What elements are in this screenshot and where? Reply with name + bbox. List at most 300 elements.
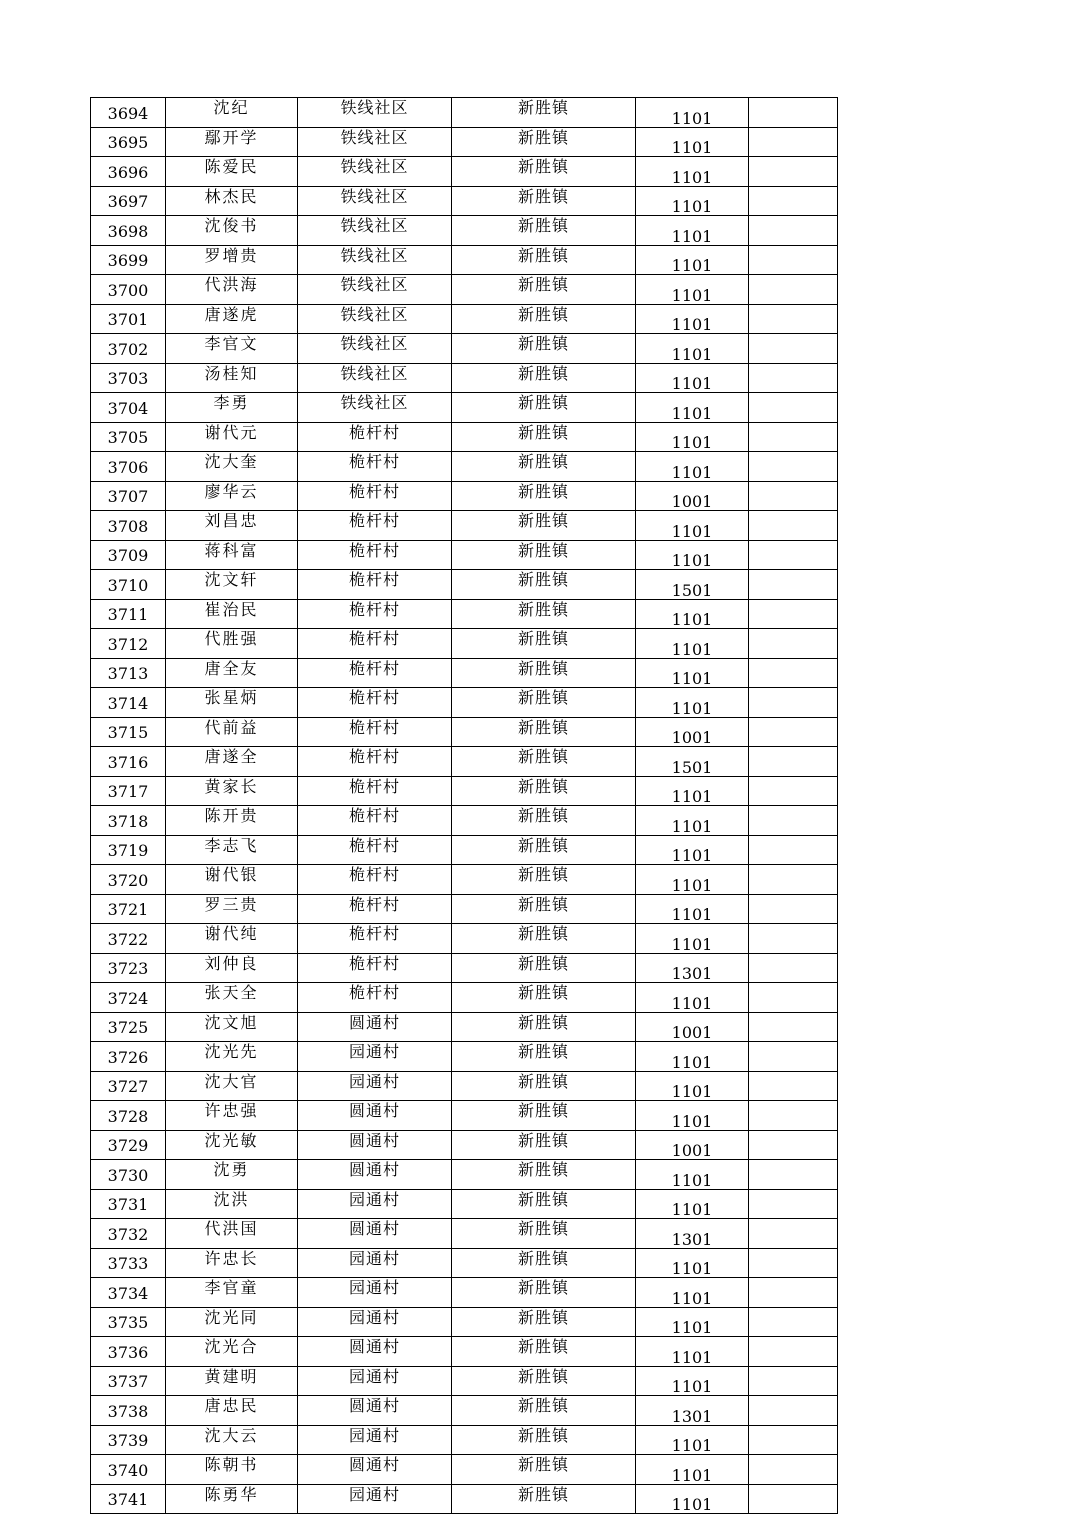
village-name: 桅杆村 xyxy=(298,422,452,452)
row-number: 3731 xyxy=(91,1189,166,1219)
category-code: 1501 xyxy=(636,747,749,777)
village-name: 铁线社区 xyxy=(298,245,452,275)
table-row xyxy=(91,127,838,157)
person-name: 林杰民 xyxy=(166,186,298,216)
table-row xyxy=(91,1189,838,1219)
town-name: 新胜镇 xyxy=(452,157,636,187)
village-name: 园通村 xyxy=(298,1042,452,1072)
note-cell xyxy=(749,806,838,836)
row-number: 3725 xyxy=(91,1012,166,1042)
note-cell xyxy=(749,1307,838,1337)
village-name: 桅杆村 xyxy=(298,924,452,954)
village-name: 铁线社区 xyxy=(298,157,452,187)
row-number: 3732 xyxy=(91,1219,166,1249)
table-row xyxy=(91,1248,838,1278)
town-name: 新胜镇 xyxy=(452,629,636,659)
table-row xyxy=(91,275,838,305)
category-code: 1101 xyxy=(636,776,749,806)
person-name: 沈大官 xyxy=(166,1071,298,1101)
category-code: 1101 xyxy=(636,1455,749,1485)
category-code: 1101 xyxy=(636,1160,749,1190)
table-row xyxy=(91,511,838,541)
village-name: 桅杆村 xyxy=(298,835,452,865)
note-cell xyxy=(749,599,838,629)
category-code: 1101 xyxy=(636,1484,749,1514)
person-name: 汤桂知 xyxy=(166,363,298,393)
category-code: 1001 xyxy=(636,1012,749,1042)
row-number: 3724 xyxy=(91,983,166,1013)
category-code: 1101 xyxy=(636,393,749,423)
category-code: 1001 xyxy=(636,1130,749,1160)
table-row xyxy=(91,334,838,364)
table-row xyxy=(91,924,838,954)
person-name: 罗增贵 xyxy=(166,245,298,275)
category-code: 1101 xyxy=(636,216,749,246)
row-number: 3727 xyxy=(91,1071,166,1101)
table-row xyxy=(91,1484,838,1514)
village-name: 园通村 xyxy=(298,1278,452,1308)
village-name: 桅杆村 xyxy=(298,747,452,777)
table-row xyxy=(91,393,838,423)
village-name: 桅杆村 xyxy=(298,865,452,895)
village-name: 圆通村 xyxy=(298,1101,452,1131)
person-name: 陈朝书 xyxy=(166,1455,298,1485)
note-cell xyxy=(749,894,838,924)
person-name: 唐忠民 xyxy=(166,1396,298,1426)
row-number: 3718 xyxy=(91,806,166,836)
town-name: 新胜镇 xyxy=(452,1130,636,1160)
village-name: 铁线社区 xyxy=(298,98,452,128)
table-row xyxy=(91,216,838,246)
row-number: 3708 xyxy=(91,511,166,541)
table-row xyxy=(91,540,838,570)
note-cell xyxy=(749,1484,838,1514)
town-name: 新胜镇 xyxy=(452,334,636,364)
note-cell xyxy=(749,629,838,659)
village-name: 铁线社区 xyxy=(298,393,452,423)
row-number: 3723 xyxy=(91,953,166,983)
category-code: 1101 xyxy=(636,1071,749,1101)
town-name: 新胜镇 xyxy=(452,540,636,570)
village-name: 桅杆村 xyxy=(298,806,452,836)
row-number: 3721 xyxy=(91,894,166,924)
note-cell xyxy=(749,304,838,334)
note-cell xyxy=(749,275,838,305)
person-name: 李志飞 xyxy=(166,835,298,865)
person-name: 沈文轩 xyxy=(166,570,298,600)
row-number: 3737 xyxy=(91,1366,166,1396)
row-number: 3711 xyxy=(91,599,166,629)
note-cell xyxy=(749,924,838,954)
table-row xyxy=(91,1307,838,1337)
category-code: 1101 xyxy=(636,304,749,334)
category-code: 1101 xyxy=(636,629,749,659)
note-cell xyxy=(749,1101,838,1131)
village-name: 桅杆村 xyxy=(298,511,452,541)
table-row xyxy=(91,1396,838,1426)
table-row xyxy=(91,363,838,393)
category-code: 1101 xyxy=(636,275,749,305)
person-name: 罗三贵 xyxy=(166,894,298,924)
town-name: 新胜镇 xyxy=(452,1248,636,1278)
table-row xyxy=(91,98,838,128)
person-name: 沈光同 xyxy=(166,1307,298,1337)
table-row xyxy=(91,835,838,865)
category-code: 1101 xyxy=(636,334,749,364)
table-row xyxy=(91,570,838,600)
row-number: 3735 xyxy=(91,1307,166,1337)
category-code: 1101 xyxy=(636,363,749,393)
category-code: 1101 xyxy=(636,186,749,216)
village-name: 圆通村 xyxy=(298,1455,452,1485)
town-name: 新胜镇 xyxy=(452,747,636,777)
row-number: 3694 xyxy=(91,98,166,128)
row-number: 3700 xyxy=(91,275,166,305)
row-number: 3695 xyxy=(91,127,166,157)
roster-sheet xyxy=(90,97,838,1514)
row-number: 3706 xyxy=(91,452,166,482)
village-name: 桅杆村 xyxy=(298,894,452,924)
category-code: 1001 xyxy=(636,717,749,747)
row-number: 3705 xyxy=(91,422,166,452)
town-name: 新胜镇 xyxy=(452,688,636,718)
village-name: 园通村 xyxy=(298,1484,452,1514)
row-number: 3714 xyxy=(91,688,166,718)
town-name: 新胜镇 xyxy=(452,216,636,246)
table-row xyxy=(91,717,838,747)
person-name: 张天全 xyxy=(166,983,298,1013)
person-name: 陈勇华 xyxy=(166,1484,298,1514)
row-number: 3739 xyxy=(91,1425,166,1455)
category-code: 1101 xyxy=(636,894,749,924)
person-name: 沈洪 xyxy=(166,1189,298,1219)
note-cell xyxy=(749,1455,838,1485)
row-number: 3713 xyxy=(91,658,166,688)
village-name: 圆通村 xyxy=(298,1219,452,1249)
row-number: 3699 xyxy=(91,245,166,275)
town-name: 新胜镇 xyxy=(452,1337,636,1367)
note-cell xyxy=(749,334,838,364)
village-name: 圆通村 xyxy=(298,1396,452,1426)
note-cell xyxy=(749,452,838,482)
person-name: 沈光敏 xyxy=(166,1130,298,1160)
row-number: 3722 xyxy=(91,924,166,954)
note-cell xyxy=(749,1130,838,1160)
town-name: 新胜镇 xyxy=(452,1396,636,1426)
row-number: 3715 xyxy=(91,717,166,747)
town-name: 新胜镇 xyxy=(452,894,636,924)
town-name: 新胜镇 xyxy=(452,1278,636,1308)
person-name: 陈开贵 xyxy=(166,806,298,836)
category-code: 1101 xyxy=(636,865,749,895)
row-number: 3720 xyxy=(91,865,166,895)
row-number: 3733 xyxy=(91,1248,166,1278)
category-code: 1301 xyxy=(636,953,749,983)
note-cell xyxy=(749,1366,838,1396)
person-name: 廖华云 xyxy=(166,481,298,511)
village-name: 桅杆村 xyxy=(298,953,452,983)
village-name: 桅杆村 xyxy=(298,452,452,482)
note-cell xyxy=(749,1042,838,1072)
town-name: 新胜镇 xyxy=(452,806,636,836)
village-name: 桅杆村 xyxy=(298,688,452,718)
town-name: 新胜镇 xyxy=(452,1219,636,1249)
town-name: 新胜镇 xyxy=(452,98,636,128)
town-name: 新胜镇 xyxy=(452,865,636,895)
note-cell xyxy=(749,1071,838,1101)
row-number: 3704 xyxy=(91,393,166,423)
note-cell xyxy=(749,1425,838,1455)
town-name: 新胜镇 xyxy=(452,1071,636,1101)
table-row xyxy=(91,747,838,777)
table-row xyxy=(91,776,838,806)
person-name: 许忠强 xyxy=(166,1101,298,1131)
village-name: 圆通村 xyxy=(298,1337,452,1367)
category-code: 1101 xyxy=(636,98,749,128)
village-name: 铁线社区 xyxy=(298,216,452,246)
category-code: 1101 xyxy=(636,511,749,541)
person-name: 鄢开学 xyxy=(166,127,298,157)
village-name: 桅杆村 xyxy=(298,629,452,659)
category-code: 1101 xyxy=(636,1248,749,1278)
row-number: 3741 xyxy=(91,1484,166,1514)
person-name: 唐遂全 xyxy=(166,747,298,777)
town-name: 新胜镇 xyxy=(452,127,636,157)
village-name: 桅杆村 xyxy=(298,570,452,600)
category-code: 1101 xyxy=(636,1189,749,1219)
town-name: 新胜镇 xyxy=(452,1160,636,1190)
person-name: 崔治民 xyxy=(166,599,298,629)
village-name: 桅杆村 xyxy=(298,983,452,1013)
village-name: 桅杆村 xyxy=(298,540,452,570)
table-row xyxy=(91,1337,838,1367)
row-number: 3709 xyxy=(91,540,166,570)
person-name: 沈大奎 xyxy=(166,452,298,482)
village-name: 桅杆村 xyxy=(298,776,452,806)
table-row xyxy=(91,1219,838,1249)
note-cell xyxy=(749,1160,838,1190)
village-name: 铁线社区 xyxy=(298,127,452,157)
table-row xyxy=(91,1012,838,1042)
table-row xyxy=(91,452,838,482)
note-cell xyxy=(749,1337,838,1367)
town-name: 新胜镇 xyxy=(452,452,636,482)
person-name: 沈光合 xyxy=(166,1337,298,1367)
town-name: 新胜镇 xyxy=(452,776,636,806)
village-name: 铁线社区 xyxy=(298,304,452,334)
note-cell xyxy=(749,157,838,187)
category-code: 1001 xyxy=(636,481,749,511)
town-name: 新胜镇 xyxy=(452,363,636,393)
note-cell xyxy=(749,865,838,895)
note-cell xyxy=(749,835,838,865)
town-name: 新胜镇 xyxy=(452,953,636,983)
person-name: 代洪海 xyxy=(166,275,298,305)
person-name: 蒋科富 xyxy=(166,540,298,570)
category-code: 1101 xyxy=(636,1101,749,1131)
town-name: 新胜镇 xyxy=(452,275,636,305)
town-name: 新胜镇 xyxy=(452,1189,636,1219)
table-row xyxy=(91,422,838,452)
table-row xyxy=(91,599,838,629)
category-code: 1101 xyxy=(636,245,749,275)
town-name: 新胜镇 xyxy=(452,1366,636,1396)
note-cell xyxy=(749,1248,838,1278)
village-name: 圆通村 xyxy=(298,1130,452,1160)
note-cell xyxy=(749,658,838,688)
person-name: 沈俊书 xyxy=(166,216,298,246)
town-name: 新胜镇 xyxy=(452,570,636,600)
row-number: 3697 xyxy=(91,186,166,216)
note-cell xyxy=(749,776,838,806)
person-name: 李官文 xyxy=(166,334,298,364)
row-number: 3701 xyxy=(91,304,166,334)
note-cell xyxy=(749,747,838,777)
town-name: 新胜镇 xyxy=(452,1455,636,1485)
person-name: 代洪国 xyxy=(166,1219,298,1249)
person-name: 代胜强 xyxy=(166,629,298,659)
person-name: 黄家长 xyxy=(166,776,298,806)
row-number: 3712 xyxy=(91,629,166,659)
category-code: 1101 xyxy=(636,806,749,836)
person-name: 李勇 xyxy=(166,393,298,423)
row-number: 3719 xyxy=(91,835,166,865)
category-code: 1301 xyxy=(636,1219,749,1249)
person-name: 陈爱民 xyxy=(166,157,298,187)
village-name: 铁线社区 xyxy=(298,363,452,393)
row-number: 3728 xyxy=(91,1101,166,1131)
note-cell xyxy=(749,1012,838,1042)
town-name: 新胜镇 xyxy=(452,422,636,452)
person-name: 谢代银 xyxy=(166,865,298,895)
row-number: 3730 xyxy=(91,1160,166,1190)
person-name: 唐全友 xyxy=(166,658,298,688)
note-cell xyxy=(749,216,838,246)
note-cell xyxy=(749,717,838,747)
row-number: 3703 xyxy=(91,363,166,393)
note-cell xyxy=(749,363,838,393)
table-row xyxy=(91,157,838,187)
category-code: 1301 xyxy=(636,1396,749,1426)
note-cell xyxy=(749,540,838,570)
table-row xyxy=(91,1160,838,1190)
table-row xyxy=(91,186,838,216)
person-name: 沈光先 xyxy=(166,1042,298,1072)
town-name: 新胜镇 xyxy=(452,1484,636,1514)
note-cell xyxy=(749,1278,838,1308)
category-code: 1101 xyxy=(636,658,749,688)
town-name: 新胜镇 xyxy=(452,1042,636,1072)
category-code: 1101 xyxy=(636,688,749,718)
note-cell xyxy=(749,186,838,216)
table-row xyxy=(91,1366,838,1396)
note-cell xyxy=(749,1396,838,1426)
person-name: 沈勇 xyxy=(166,1160,298,1190)
note-cell xyxy=(749,393,838,423)
table-row xyxy=(91,688,838,718)
table-row xyxy=(91,1130,838,1160)
category-code: 1101 xyxy=(636,924,749,954)
category-code: 1101 xyxy=(636,835,749,865)
person-name: 沈文旭 xyxy=(166,1012,298,1042)
village-name: 园通村 xyxy=(298,1071,452,1101)
town-name: 新胜镇 xyxy=(452,658,636,688)
row-number: 3696 xyxy=(91,157,166,187)
town-name: 新胜镇 xyxy=(452,1012,636,1042)
person-name: 张星炳 xyxy=(166,688,298,718)
person-name: 唐遂虎 xyxy=(166,304,298,334)
village-name: 铁线社区 xyxy=(298,334,452,364)
table-row xyxy=(91,806,838,836)
row-number: 3707 xyxy=(91,481,166,511)
category-code: 1101 xyxy=(636,127,749,157)
town-name: 新胜镇 xyxy=(452,393,636,423)
row-number: 3726 xyxy=(91,1042,166,1072)
person-name: 许忠长 xyxy=(166,1248,298,1278)
village-name: 铁线社区 xyxy=(298,186,452,216)
category-code: 1101 xyxy=(636,1307,749,1337)
table-row xyxy=(91,1101,838,1131)
category-code: 1101 xyxy=(636,1042,749,1072)
note-cell xyxy=(749,481,838,511)
row-number: 3729 xyxy=(91,1130,166,1160)
village-name: 圆通村 xyxy=(298,1012,452,1042)
row-number: 3736 xyxy=(91,1337,166,1367)
note-cell xyxy=(749,127,838,157)
note-cell xyxy=(749,688,838,718)
roster-table xyxy=(90,97,838,1514)
town-name: 新胜镇 xyxy=(452,717,636,747)
table-row xyxy=(91,1425,838,1455)
village-name: 铁线社区 xyxy=(298,275,452,305)
village-name: 桅杆村 xyxy=(298,481,452,511)
table-row xyxy=(91,1042,838,1072)
table-row xyxy=(91,1071,838,1101)
row-number: 3717 xyxy=(91,776,166,806)
village-name: 桅杆村 xyxy=(298,599,452,629)
village-name: 园通村 xyxy=(298,1366,452,1396)
person-name: 沈大云 xyxy=(166,1425,298,1455)
village-name: 园通村 xyxy=(298,1189,452,1219)
town-name: 新胜镇 xyxy=(452,511,636,541)
village-name: 桅杆村 xyxy=(298,717,452,747)
table-row xyxy=(91,1455,838,1485)
village-name: 桅杆村 xyxy=(298,658,452,688)
category-code: 1101 xyxy=(636,1425,749,1455)
category-code: 1501 xyxy=(636,570,749,600)
category-code: 1101 xyxy=(636,422,749,452)
table-row xyxy=(91,865,838,895)
town-name: 新胜镇 xyxy=(452,245,636,275)
category-code: 1101 xyxy=(636,1278,749,1308)
person-name: 谢代纯 xyxy=(166,924,298,954)
category-code: 1101 xyxy=(636,983,749,1013)
category-code: 1101 xyxy=(636,540,749,570)
note-cell xyxy=(749,983,838,1013)
person-name: 谢代元 xyxy=(166,422,298,452)
table-row xyxy=(91,629,838,659)
table-row xyxy=(91,481,838,511)
note-cell xyxy=(749,570,838,600)
row-number: 3716 xyxy=(91,747,166,777)
row-number: 3740 xyxy=(91,1455,166,1485)
town-name: 新胜镇 xyxy=(452,481,636,511)
town-name: 新胜镇 xyxy=(452,835,636,865)
town-name: 新胜镇 xyxy=(452,304,636,334)
note-cell xyxy=(749,422,838,452)
table-row xyxy=(91,1278,838,1308)
row-number: 3710 xyxy=(91,570,166,600)
